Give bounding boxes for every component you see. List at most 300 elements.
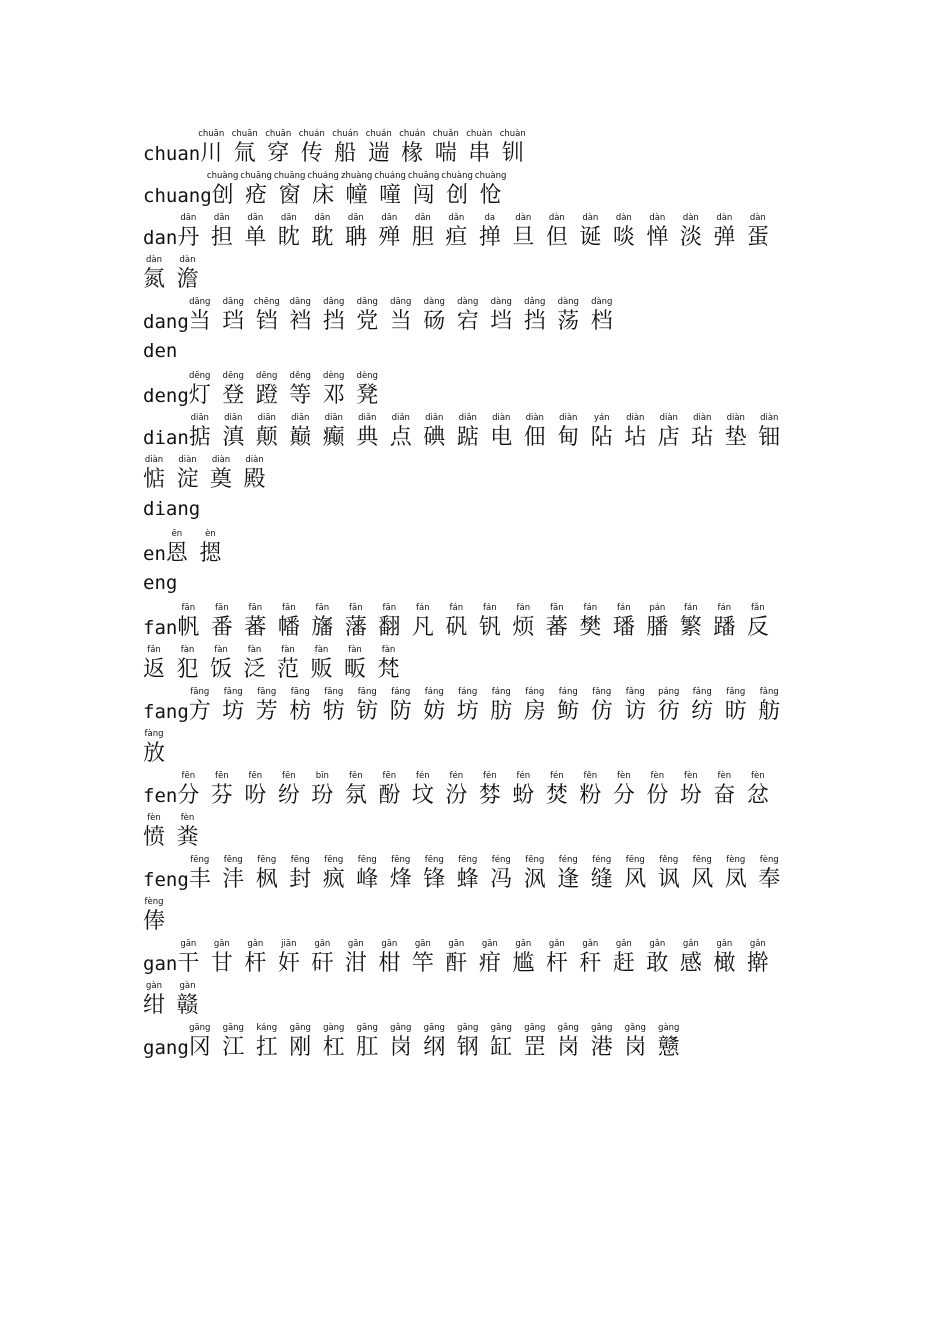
pinyin-annotation: gāng	[457, 1023, 479, 1033]
pinyin-annotation: fāng	[290, 687, 310, 697]
pinyin-annotation: fēng	[525, 855, 545, 865]
hanzi-character: 番	[210, 615, 233, 640]
hanzi-character: 惦	[143, 467, 166, 492]
hanzi-character: 秆	[579, 951, 602, 976]
hanzi-character: 缸	[490, 1035, 513, 1060]
hanzi-character: 蹬	[255, 383, 278, 408]
character-item	[278, 938, 300, 977]
hanzi-character: 挡	[523, 309, 546, 334]
hanzi-character: 封	[289, 867, 312, 892]
character-item	[624, 1022, 646, 1061]
hanzi-character: 焚	[545, 783, 568, 808]
pinyin-annotation: diǎn	[425, 413, 444, 423]
hanzi-character: 风	[691, 867, 714, 892]
pinyin-annotation: féng	[592, 855, 612, 865]
hanzi-character: 泔	[344, 951, 367, 976]
character-item	[189, 296, 211, 335]
hanzi-character: 奉	[758, 867, 781, 892]
pinyin-annotation: fàng	[144, 729, 164, 739]
pinyin-annotation: fān	[248, 603, 263, 613]
hanzi-character: 锋	[423, 867, 446, 892]
hanzi-character: 甸	[557, 425, 580, 450]
character-item	[524, 296, 546, 335]
pinyin-annotation: diàn	[245, 455, 264, 465]
character-item	[557, 296, 579, 335]
hanzi-character: 佃	[523, 425, 546, 450]
hanzi-character: 矾	[445, 615, 468, 640]
character-item	[658, 854, 680, 893]
character-item	[457, 854, 479, 893]
pinyin-annotation: fàn	[180, 645, 195, 655]
character-item	[256, 1022, 278, 1061]
character-item	[177, 602, 199, 641]
hanzi-character: 椽	[401, 141, 424, 166]
pinyin-annotation: chuán	[298, 129, 325, 139]
hanzi-character: 疯	[322, 867, 345, 892]
pinyin-annotation: dān	[280, 213, 297, 223]
hanzi-character: 绀	[143, 993, 166, 1018]
character-item	[189, 686, 211, 725]
character-item	[412, 602, 434, 641]
character-list	[177, 212, 780, 251]
pinyin-annotation: chuán	[399, 129, 426, 139]
hanzi-character: 返	[143, 657, 166, 682]
character-item	[273, 170, 306, 209]
hanzi-character: 蚡	[512, 783, 535, 808]
character-item	[289, 370, 311, 409]
pinyin-annotation: diàn	[492, 413, 511, 423]
character-list	[189, 370, 390, 409]
pinyin-annotation: fán	[684, 603, 698, 613]
character-item	[198, 128, 225, 167]
pinyin-annotation: fāng	[190, 687, 210, 697]
character-item	[579, 212, 601, 251]
hanzi-character: 翻	[378, 615, 401, 640]
pinyin-annotation: dāng	[289, 297, 311, 307]
pinyin-annotation: gàn	[146, 981, 162, 991]
character-item	[344, 644, 366, 683]
hanzi-character: 岗	[557, 1035, 580, 1060]
pinyin-annotation: fǎng	[625, 687, 645, 697]
hanzi-character: 蕃	[244, 615, 267, 640]
pinyin-annotation: gān	[481, 939, 498, 949]
hanzi-character: 坫	[624, 425, 647, 450]
pinyin-annotation: gǎn	[247, 939, 264, 949]
character-item	[244, 602, 266, 641]
pinyin-annotation: dàng	[591, 297, 613, 307]
character-item	[412, 770, 434, 809]
character-item	[244, 212, 266, 251]
character-item	[244, 770, 266, 809]
character-item	[613, 770, 635, 809]
pinyin-annotation: gāng	[423, 1023, 445, 1033]
pinyin-annotation: gǎn	[682, 939, 699, 949]
pinyin-annotation: chuáng	[374, 171, 406, 181]
hanzi-character: 钿	[758, 425, 781, 450]
hanzi-character: 房	[523, 699, 546, 724]
hanzi-character: 弹	[713, 225, 736, 250]
hanzi-character: 舫	[758, 699, 781, 724]
hanzi-character: 灯	[188, 383, 211, 408]
pinyin-annotation: fēng	[324, 855, 344, 865]
pinyin-annotation: gāng	[356, 1023, 378, 1033]
hanzi-character: 扛	[255, 1035, 278, 1060]
pinyin-annotation: fèn	[617, 771, 631, 781]
character-item	[512, 938, 534, 977]
hanzi-character: 钫	[356, 699, 379, 724]
character-item	[189, 854, 211, 893]
hanzi-character: 裆	[289, 309, 312, 334]
character-item	[240, 170, 272, 209]
character-item	[289, 412, 311, 451]
hanzi-character: 岗	[624, 1035, 647, 1060]
hanzi-character: 掂	[188, 425, 211, 450]
pinyin-annotation: fēng	[290, 855, 310, 865]
pinyin-annotation: dǎng	[356, 297, 378, 307]
hanzi-character: 甘	[210, 951, 233, 976]
pinyin-annotation: dān	[247, 213, 264, 223]
hanzi-character: 坟	[411, 783, 434, 808]
hanzi-character: 仿	[590, 699, 613, 724]
hanzi-character: 啖	[612, 225, 635, 250]
hanzi-character: 汾	[445, 783, 468, 808]
hanzi-character: 钢	[456, 1035, 479, 1060]
character-list	[189, 296, 625, 335]
character-item	[323, 296, 345, 335]
hanzi-character: 烽	[389, 867, 412, 892]
hanzi-character: 柑	[378, 951, 401, 976]
pinyin-annotation: dàn	[615, 213, 632, 223]
pinyin-annotation: dāng	[222, 297, 244, 307]
pinyin-annotation: gān	[314, 939, 331, 949]
hanzi-character: 逢	[557, 867, 580, 892]
pinyin-annotation: chuàng	[441, 171, 473, 181]
character-item	[524, 854, 546, 893]
character-item	[189, 370, 211, 409]
character-item	[177, 454, 199, 493]
character-item	[579, 602, 601, 641]
hanzi-character: 垫	[724, 425, 747, 450]
hanzi-character: 访	[624, 699, 647, 724]
hanzi-character: 胆	[411, 225, 434, 250]
character-list	[143, 812, 210, 851]
hanzi-character: 坊	[456, 699, 479, 724]
pinyin-annotation: fàn	[348, 645, 362, 655]
character-list	[143, 454, 277, 493]
character-item	[725, 686, 747, 725]
character-item	[680, 770, 702, 809]
hanzi-character: 芬	[210, 783, 233, 808]
character-item	[579, 938, 601, 977]
pinyin-annotation: gǎng	[557, 1023, 579, 1033]
pinyin-annotation: féng	[491, 855, 511, 865]
character-item	[691, 686, 713, 725]
pinyin-annotation: diān	[257, 413, 276, 423]
pinyin-annotation: fǎng	[759, 687, 779, 697]
hanzi-character: 钒	[478, 615, 501, 640]
character-item	[591, 1022, 613, 1061]
hanzi-character: 滇	[222, 425, 245, 450]
hanzi-character: 淡	[679, 225, 702, 250]
hanzi-character: 旛	[311, 615, 334, 640]
pinyin-annotation: dàn	[682, 213, 699, 223]
hanzi-character: 范	[277, 657, 300, 682]
hanzi-character: 当	[188, 309, 211, 334]
hanzi-character: 铛	[255, 309, 278, 334]
syllable-row	[143, 454, 823, 493]
hanzi-character: 愤	[143, 825, 166, 850]
hanzi-character: 沣	[222, 867, 245, 892]
hanzi-character: 疳	[478, 951, 501, 976]
pinyin-annotation: gān	[448, 939, 465, 949]
pinyin-annotation: fěng	[659, 855, 679, 865]
hanzi-character: 沨	[523, 867, 546, 892]
pinyin-annotation: diān	[190, 413, 209, 423]
syllable-row	[143, 128, 823, 167]
pinyin-annotation: fèng	[144, 897, 164, 907]
pinyin-annotation: fáng	[558, 687, 578, 697]
character-list	[177, 602, 780, 641]
hanzi-character: 擀	[746, 951, 769, 976]
pinyin-annotation: dǎn	[448, 213, 465, 223]
hanzi-character: 芳	[255, 699, 278, 724]
character-item	[311, 938, 333, 977]
hanzi-character: 杠	[322, 1035, 345, 1060]
hanzi-character: 江	[222, 1035, 245, 1060]
pinyin-annotation: fàn	[214, 645, 228, 655]
character-item	[345, 938, 367, 977]
syllable-row	[143, 570, 823, 596]
character-item	[265, 128, 292, 167]
pinyin-annotation: fǎn	[751, 603, 765, 613]
character-item	[256, 370, 278, 409]
hanzi-character: 璠	[612, 615, 635, 640]
hanzi-character: 方	[188, 699, 211, 724]
character-item	[747, 212, 769, 251]
hanzi-character: 氚	[233, 141, 256, 166]
character-item	[222, 686, 244, 725]
hanzi-character: 矸	[311, 951, 334, 976]
hanzi-character: 分	[177, 783, 200, 808]
syllable-label: deng	[143, 385, 189, 407]
character-list	[189, 412, 792, 451]
hanzi-character: 阽	[590, 425, 613, 450]
hanzi-character: 竿	[411, 951, 434, 976]
hanzi-character: 殚	[378, 225, 401, 250]
pinyin-annotation: fāng	[324, 687, 344, 697]
pinyin-annotation: gāng	[490, 1023, 512, 1033]
pinyin-annotation: diàn	[211, 455, 231, 465]
pinyin-annotation: fèn	[147, 813, 161, 823]
character-item	[222, 370, 244, 409]
pinyin-annotation: fàn	[247, 645, 262, 655]
character-list	[143, 644, 411, 683]
character-item	[457, 412, 479, 451]
hanzi-character: 杆	[244, 951, 267, 976]
pinyin-annotation: gǎng	[591, 1023, 613, 1033]
hanzi-character: 牥	[322, 699, 345, 724]
pinyin-annotation: dàn	[582, 213, 599, 223]
pinyin-annotation: dǎng	[524, 297, 546, 307]
hanzi-character: 挡	[322, 309, 345, 334]
pinyin-annotation: diǎn	[458, 413, 477, 423]
pinyin-annotation: děng	[289, 371, 311, 381]
hanzi-character: 风	[624, 867, 647, 892]
hanzi-character: 俸	[143, 909, 166, 934]
character-item	[222, 296, 244, 335]
hanzi-character: 喘	[434, 141, 457, 166]
character-item	[143, 812, 165, 851]
pinyin-annotation: fǎn	[147, 645, 161, 655]
pinyin-annotation: fēng	[357, 855, 377, 865]
character-item	[579, 770, 601, 809]
pinyin-annotation: pán	[649, 603, 666, 613]
pinyin-annotation: fān	[382, 603, 397, 613]
character-item	[210, 454, 232, 493]
pinyin-annotation: gàn	[179, 981, 196, 991]
character-item	[658, 1022, 680, 1061]
pinyin-annotation: diān	[291, 413, 310, 423]
character-list	[143, 896, 177, 935]
hanzi-character: 淀	[176, 467, 199, 492]
character-list	[189, 686, 792, 725]
hanzi-character: 奠	[210, 467, 233, 492]
syllable-row	[143, 254, 823, 293]
character-item	[253, 296, 280, 335]
syllable-label: gan	[143, 953, 178, 975]
character-item	[546, 770, 568, 809]
character-item	[412, 938, 434, 977]
character-item	[378, 770, 400, 809]
character-item	[432, 128, 459, 167]
pinyin-annotation: diǎn	[358, 413, 377, 423]
hanzi-character: 枋	[289, 699, 312, 724]
character-item	[512, 212, 534, 251]
character-item	[441, 170, 473, 209]
character-item	[624, 854, 646, 893]
hanzi-character: 粪	[176, 825, 199, 850]
character-item	[546, 938, 568, 977]
pinyin-annotation: fěn	[583, 771, 598, 781]
syllable-row	[143, 938, 823, 977]
character-item	[524, 1022, 546, 1061]
character-item	[298, 128, 325, 167]
syllable-label: fang	[143, 701, 189, 723]
character-item	[244, 454, 266, 493]
pinyin-annotation: fēng	[424, 855, 444, 865]
character-item	[490, 412, 512, 451]
hanzi-character: 杆	[545, 951, 568, 976]
hanzi-character: 但	[545, 225, 568, 250]
pinyin-annotation: gān	[414, 939, 431, 949]
syllable-row	[143, 412, 823, 451]
hanzi-character: 讽	[657, 867, 680, 892]
pinyin-annotation: dān	[213, 213, 230, 223]
pinyin-annotation: fèn	[650, 771, 665, 781]
hanzi-character: 氮	[143, 267, 166, 292]
character-item	[211, 938, 233, 977]
hanzi-character: 枫	[255, 867, 278, 892]
syllable-label: feng	[143, 869, 189, 891]
pinyin-annotation: dàn	[179, 255, 196, 265]
character-item	[747, 938, 769, 977]
character-item	[613, 212, 635, 251]
pinyin-annotation: fán	[583, 603, 598, 613]
hanzi-character: 刚	[289, 1035, 312, 1060]
hanzi-character: 防	[389, 699, 412, 724]
pinyin-annotation: fèn	[717, 771, 732, 781]
hanzi-character: 峰	[356, 867, 379, 892]
character-list	[200, 128, 535, 167]
pinyin-annotation: fēn	[181, 771, 196, 781]
hanzi-character: 荡	[557, 309, 580, 334]
character-item	[311, 770, 333, 809]
character-item	[231, 128, 258, 167]
pinyin-annotation: fèng	[759, 855, 779, 865]
character-item	[256, 412, 278, 451]
syllable-row	[143, 644, 823, 683]
character-item	[591, 296, 613, 335]
character-item	[512, 770, 534, 809]
character-item	[490, 296, 512, 335]
character-item	[490, 686, 512, 725]
hanzi-character: 棼	[478, 783, 501, 808]
hanzi-character: 肛	[356, 1035, 379, 1060]
syllable-row	[143, 728, 823, 767]
character-item	[713, 938, 735, 977]
pinyin-annotation: káng	[256, 1023, 278, 1033]
syllable-row	[143, 496, 823, 522]
hanzi-character: 粉	[579, 783, 602, 808]
character-item	[311, 644, 333, 683]
pinyin-annotation: fēng	[391, 855, 411, 865]
hanzi-character: 闯	[412, 183, 435, 208]
pinyin-annotation: chuán	[332, 129, 359, 139]
pinyin-annotation: chuǎn	[432, 129, 459, 139]
character-item	[399, 128, 426, 167]
character-item	[390, 854, 412, 893]
character-list	[143, 254, 210, 293]
character-item	[445, 602, 467, 641]
pinyin-annotation: fān	[315, 603, 330, 613]
hanzi-character: 放	[143, 741, 166, 766]
character-item	[591, 412, 613, 451]
character-item	[546, 602, 568, 641]
character-item	[166, 528, 188, 567]
pinyin-annotation: gǎn	[716, 939, 733, 949]
character-item	[323, 412, 345, 451]
pinyin-annotation: dān	[381, 213, 398, 223]
hanzi-character: 分	[612, 783, 635, 808]
character-item	[557, 412, 579, 451]
character-item	[311, 212, 333, 251]
character-item	[289, 686, 311, 725]
hanzi-character: 摁	[199, 541, 222, 566]
pinyin-annotation: fán	[416, 603, 430, 613]
pinyin-annotation: fēn	[282, 771, 296, 781]
character-item	[177, 938, 199, 977]
pinyin-annotation: chuāng	[273, 171, 306, 181]
pinyin-annotation: fén	[416, 771, 430, 781]
pinyin-annotation: gāng	[289, 1023, 311, 1033]
character-item	[691, 854, 713, 893]
hanzi-character: 单	[244, 225, 267, 250]
character-item	[356, 370, 378, 409]
character-list	[177, 938, 780, 977]
pinyin-annotation: yán	[593, 413, 610, 423]
hanzi-character: 蕃	[545, 615, 568, 640]
character-item	[423, 296, 445, 335]
